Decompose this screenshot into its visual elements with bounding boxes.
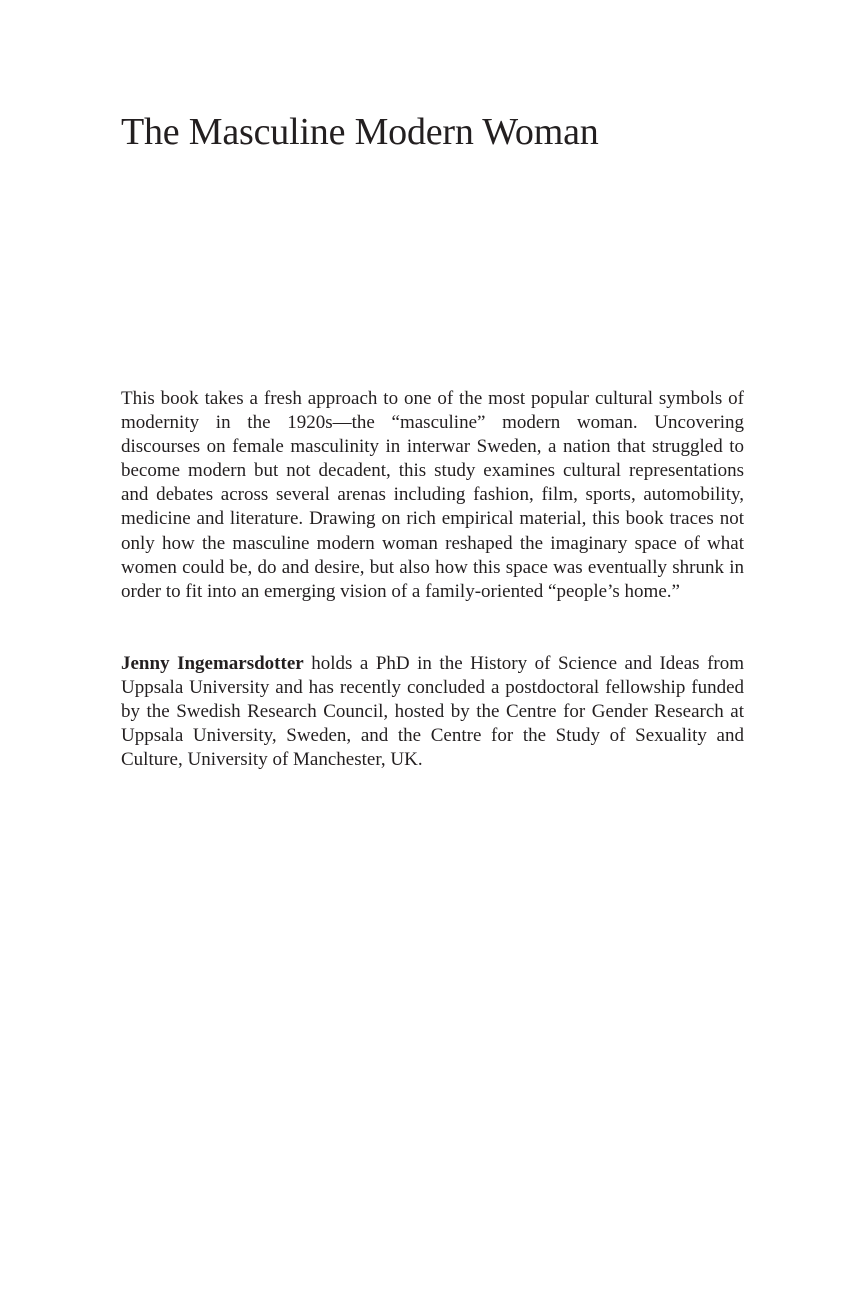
book-description: This book takes a fresh approach to one of the most popular cultural symbols of modernity in the 1920s—the “masculine” modern woman. Uncovering discourses on female masculinity in interwar Sweden, a nation that struggled to become modern but not decadent, this study examines cultural representations and debates across several arenas including fashion, film, sports, automobility, medicine and literature. Drawing on rich empirical material, this book traces not only how the masculine modern woman reshaped the imaginary space of what women could be, do and desire, but also how this space was eventually shrunk in order to fit into an emerging vision of a family-oriented “people’s home.” <box>121 388 744 602</box>
book-title: The Masculine Modern Woman <box>121 111 599 153</box>
author-bio-paragraph <box>121 652 744 772</box>
author-bio-text: holds a PhD in the History of Science and Ideas from Uppsala University and has recently concluded a postdoctoral fellowship funded by the Swedish Research Council, hosted by the Centre for Gender Research at Uppsala University, Sweden, and the Centre for the Study of Sexuality and Culture, University of Manchester, UK. <box>121 653 745 771</box>
author-name: Jenny Ingemarsdotter <box>121 653 304 674</box>
